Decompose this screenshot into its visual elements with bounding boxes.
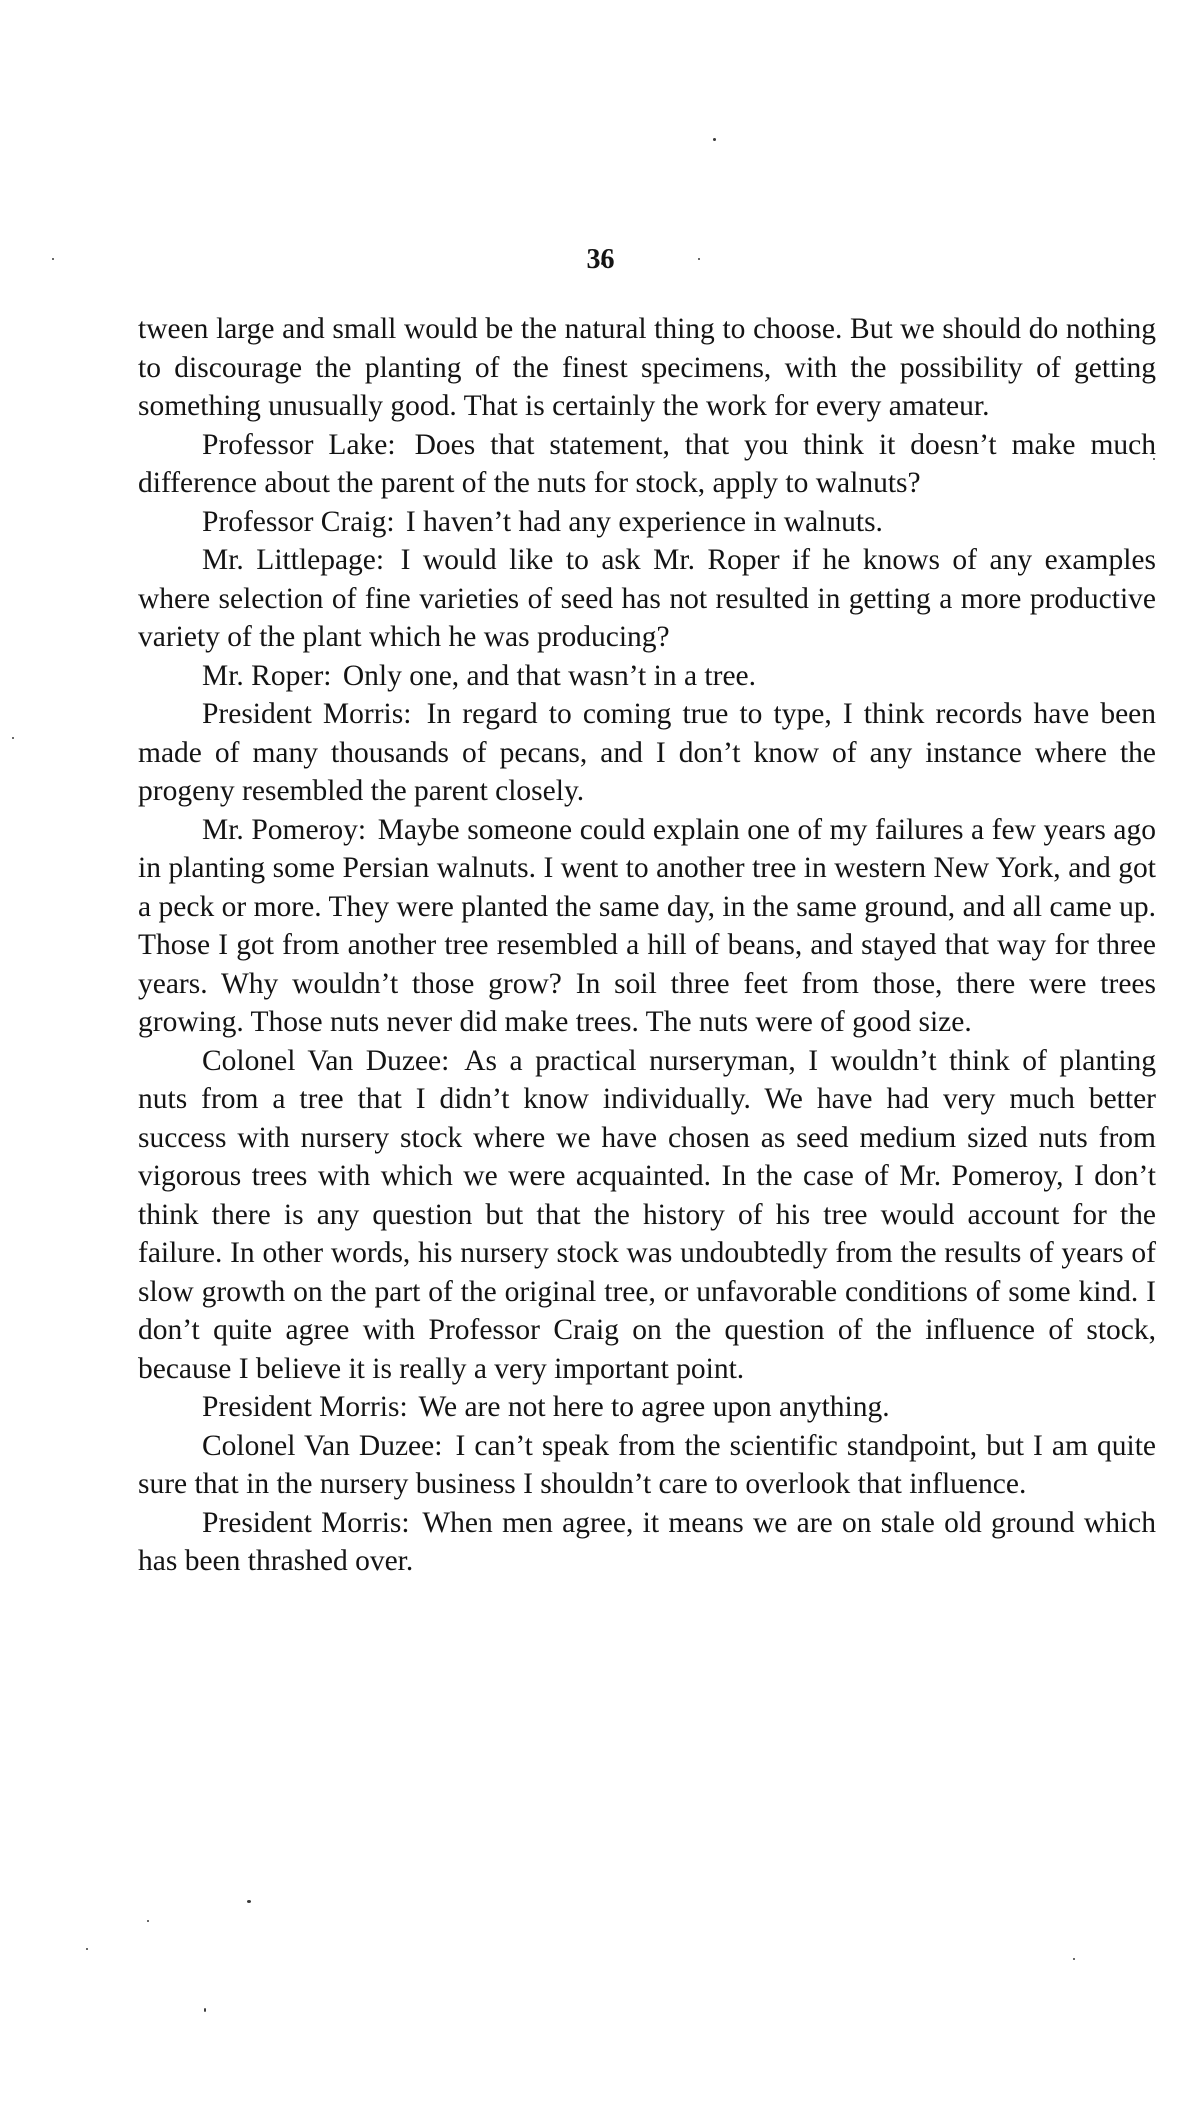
speaker-name: President Morris:: [202, 1391, 408, 1423]
body-text: [138, 310, 1156, 1581]
speaker-name: Mr. Littlepage:: [202, 544, 385, 576]
paragraph-mr-littlepage: [138, 541, 1156, 657]
paragraph-continuation: [138, 310, 1156, 426]
scan-speck: [12, 737, 14, 739]
speaker-name: President Morris:: [202, 1506, 410, 1539]
speaker-name: Professor Craig:: [202, 505, 395, 538]
speaker-name: Mr. Roper:: [202, 659, 332, 692]
scan-speck: [204, 2008, 206, 2012]
speaker-name: Mr. Pomeroy:: [202, 813, 367, 846]
paragraph-text: I haven’t had any experience in walnuts.: [405, 505, 883, 538]
page-number: 36: [586, 244, 615, 275]
paragraph-text: When men agree, it means we are on stale old ground which has been thrashed over.: [138, 1506, 1157, 1577]
scan-speck: [147, 1920, 149, 1922]
paragraph-text: We are not here to agree upon anything.: [418, 1391, 890, 1423]
speaker-name: Colonel Van Duzee:: [202, 1044, 450, 1077]
speaker-name: Colonel Van Duzee:: [202, 1429, 443, 1462]
paragraph-text: Maybe someone could explain one of my failures a few years ago in planting some Persian walnuts. I went to another tree in western New York, and got a peck or more. They were planted the same day, in the same ground, and all came up. Those I got from another tree resembled a hill of beans, and stayed that way for three years. Why wouldn’t those grow? In soil three feet from those, there were trees growing. Those nuts never did make trees. The nuts were of good size.: [138, 813, 1156, 1038]
paragraph-colonel-van-duzee: [138, 1427, 1156, 1504]
paragraph-text: tween large and small would be the natural thing to choose. But we should do nothing to discourage the planting of the finest specimens, with the possibility of getting something unusually good. That is certainly the work for every amateur.: [138, 313, 1156, 422]
paragraph-text: In regard to coming true to type, I think records have been made of many thousands of pecans, and I don’t know of any instance where the progeny resembled the parent closely.: [138, 698, 1157, 807]
paragraph-text: I can’t speak from the scientific standpoint, but I am quite sure that in the nursery business I shouldn’t care to overlook that influence.: [138, 1429, 1156, 1500]
paragraph-text: Only one, and that wasn’t in a tree.: [342, 659, 757, 692]
scan-speck: [713, 138, 716, 141]
paragraph-professor-craig: [138, 503, 1156, 542]
scan-speck: [247, 1900, 251, 1903]
paragraph-mr-pomeroy: [138, 811, 1156, 1042]
scan-speck: [86, 1948, 88, 1950]
paragraph-president-morris: [138, 1388, 1156, 1427]
scan-speck: [1073, 1958, 1075, 1960]
speaker-name: Professor Lake:: [202, 428, 396, 461]
paragraph-text: I would like to ask Mr. Roper if he knows of any examples where selection of fine varieties of seed has not resulted in getting a more productive variety of the plant which he was producing?: [138, 544, 1156, 653]
paragraph-text: Does that statement, that you think it doesn’t make much difference about the parent of the nuts for stock, apply to walnuts?: [138, 428, 1156, 499]
paragraph-mr-roper: [138, 657, 1156, 696]
paragraph-colonel-van-duzee: [138, 1042, 1156, 1389]
speaker-name: President Morris:: [202, 698, 412, 730]
paragraph-text: As a practical nurseryman, I wouldn’t think of planting nuts from a tree that I didn’t know individually. We have had very much better success with nursery stock where we have chosen as seed medium sized nuts from vigorous trees with which we were acquainted. In the case of Mr. Pomeroy, I don’t think there is any question but that the history of his tree would account for the failure. In other words, his nursery stock was undoubtedly from the results of years of slow growth on the part of the original tree, or unfavorable conditions of some kind. I don’t quite agree with Professor Craig on the question of the influence of stock, because I believe it is really a very important point.: [138, 1044, 1157, 1385]
paragraph-president-morris: [138, 1504, 1156, 1581]
paragraph-president-morris: [138, 695, 1156, 811]
paragraph-professor-lake: [138, 426, 1156, 503]
